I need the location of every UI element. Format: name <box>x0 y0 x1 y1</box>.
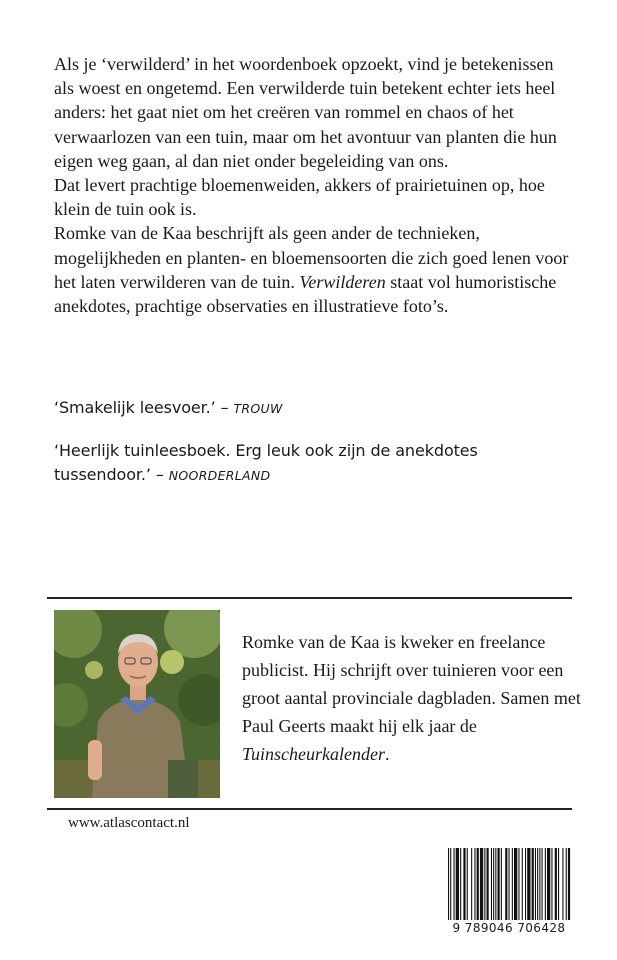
barcode-bar <box>448 848 449 920</box>
quote-text: ‘Smakelijk leesvoer.’ <box>54 398 216 417</box>
barcode-bar <box>532 848 534 920</box>
barcode-bar <box>562 848 563 920</box>
barcode-bars <box>446 848 572 920</box>
barcode-bar <box>558 848 559 920</box>
barcode-bar <box>456 848 459 920</box>
barcode-bar <box>542 848 543 920</box>
blurb-text-end: staat vol humoristische anekdotes, prachtige observaties en illustratieve foto’s. <box>54 271 557 317</box>
barcode-bar <box>505 848 507 920</box>
barcode-bar <box>525 848 526 920</box>
barcode-bar <box>467 848 468 920</box>
barcode-bar <box>501 848 502 920</box>
bio-end: . <box>384 744 390 764</box>
book-title-mention: Verwilderen <box>299 271 386 292</box>
quote-dash: – <box>150 465 169 484</box>
barcode-bar <box>539 848 540 920</box>
blurb-paragraph-2: Dat levert prachtige bloemenweiden, akkers of prairietuinen op, hoe klein de tuin ook is. <box>54 175 545 220</box>
barcode-bar <box>498 848 500 920</box>
press-quotes <box>54 396 574 506</box>
barcode-bar <box>537 848 538 920</box>
divider-bottom <box>47 808 572 810</box>
barcode-bar <box>555 848 557 920</box>
quote-source: TROUW <box>233 401 283 416</box>
barcode-bar <box>568 848 570 920</box>
publisher-url[interactable]: www.atlascontact.nl <box>68 815 190 831</box>
isbn-number: 9 789046 706428 <box>452 921 566 935</box>
author-bio-text <box>242 628 582 768</box>
barcode-bar <box>566 848 567 920</box>
barcode-bar <box>522 848 523 920</box>
barcode-bar <box>487 848 489 920</box>
barcode-bar <box>547 848 550 920</box>
barcode-bar <box>450 848 451 920</box>
barcode-bar <box>514 848 517 920</box>
barcode-bar <box>463 848 465 920</box>
barcode-bar <box>512 848 513 920</box>
press-quote <box>54 396 574 421</box>
barcode-bar <box>545 848 546 920</box>
barcode-bar <box>527 848 530 920</box>
barcode-bar <box>535 848 536 920</box>
barcode-bar <box>460 848 461 920</box>
quote-dash: – <box>215 398 234 417</box>
barcode-bar <box>493 848 494 920</box>
barcode-bar <box>491 848 492 920</box>
calendar-title: Tuinscheurkalender <box>242 744 385 764</box>
quote-text: ‘Heerlijk tuinleesboek. Erg leuk ook zijn de anekdotes tussendoor.’ <box>54 441 478 484</box>
barcode-bar <box>471 848 472 920</box>
barcode-bar <box>484 848 485 920</box>
press-quote <box>54 439 574 488</box>
blurb-paragraph-3 <box>54 221 574 318</box>
author-portrait-illustration <box>54 610 220 798</box>
barcode-bar <box>518 848 519 920</box>
blurb-text: Romke van de Kaa beschrijft als geen ander de technieken, mogelijkheden en planten- en bloemensoorten die zich goed lenen voor het laten verwilderen van de tuin. <box>54 223 569 292</box>
quote-source: NOORDERLAND <box>168 468 271 483</box>
barcode-bar <box>454 848 455 920</box>
divider-top <box>47 597 572 599</box>
barcode-bar <box>480 848 483 920</box>
author-bio <box>242 628 582 768</box>
barcode-bar <box>474 848 475 920</box>
bio-text: Romke van de Kaa is kweker en freelance publicist. Hij schrijft over tuinieren voor een groot aantal provinciale dagbladen. Samen met Paul Geerts maakt hij elk jaar de <box>242 632 581 736</box>
barcode-bar <box>495 848 496 920</box>
barcode-bar <box>509 848 510 920</box>
barcode-bar <box>551 848 552 920</box>
barcode-bar <box>477 848 479 920</box>
author-photo <box>54 610 220 798</box>
back-cover-blurb <box>54 52 574 318</box>
blurb-paragraph-1: Als je ‘verwilderd’ in het woordenboek opzoekt, vind je betekenissen als woest en ongetemd. Een verwilderde tuin betekent echter iets heel anders: het gaat niet om het creëren van rommel en chaos of het verwaarlozen van een tuin, maar om het avontuur van planten die hun eigen weg gaan, al dan niet onder begeleiding van ons. <box>54 54 557 171</box>
